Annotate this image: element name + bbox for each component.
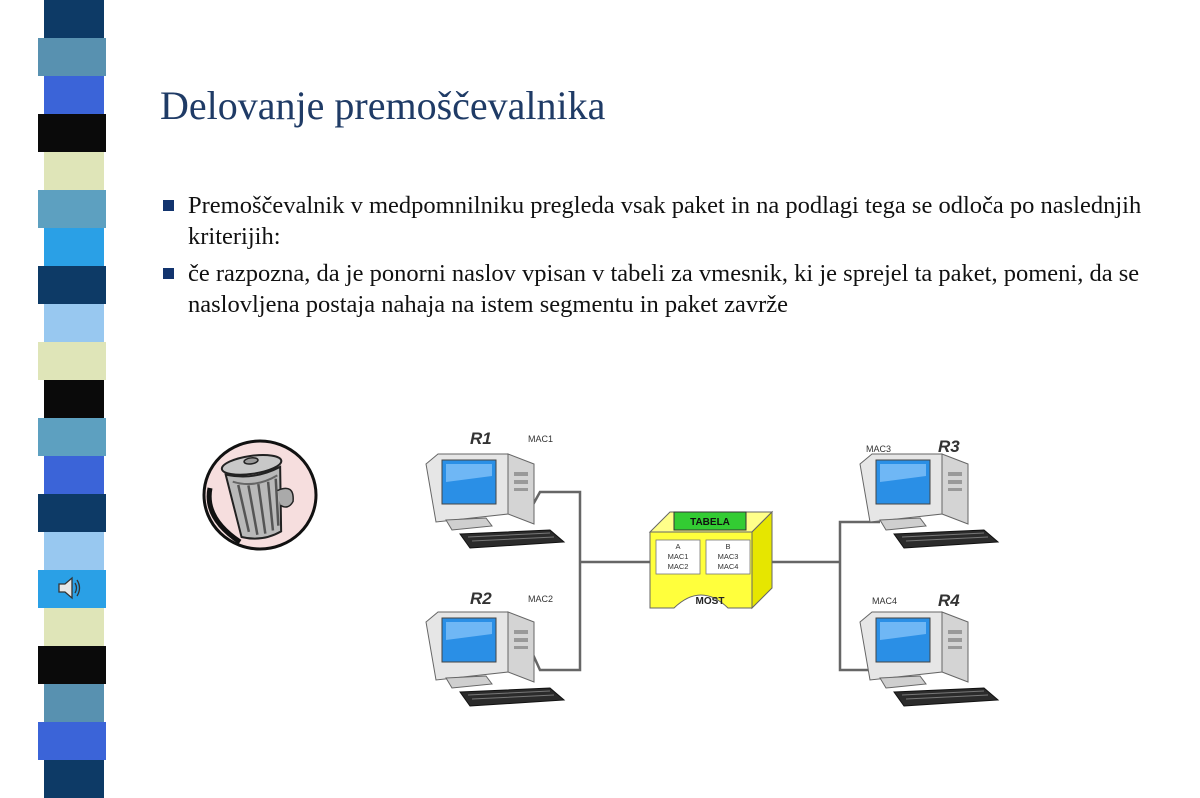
square-bullet-icon <box>163 268 174 279</box>
square-bullet-icon <box>163 200 174 211</box>
stripe-band <box>38 342 106 380</box>
port-a-mac-2: MAC2 <box>667 562 689 571</box>
bridge-label: MOST <box>695 596 725 607</box>
stripe-band <box>44 532 104 570</box>
table-label: TABELA <box>690 517 730 528</box>
computer-label-r2: R2 <box>470 589 492 608</box>
stripe-band <box>44 0 104 38</box>
stripe-band <box>44 304 104 342</box>
mac-label-r1: MAC1 <box>528 434 554 444</box>
computer-r2 <box>426 612 564 706</box>
bullet-item <box>160 258 1180 320</box>
stripe-band <box>44 152 104 190</box>
bridge-most <box>650 512 772 608</box>
stripe-band <box>38 418 106 456</box>
stripe-band <box>44 228 104 266</box>
stripe-band <box>38 38 106 76</box>
port-b-mac-1: MAC3 <box>717 552 739 561</box>
slide-title: Delovanje premoščevalnika <box>160 83 606 128</box>
port-b-label: B <box>725 542 731 551</box>
network-diagram <box>410 420 1010 710</box>
bullet-text: Premoščevalnik v medpomnilniku pregleda vsak paket in na podlagi tega se odloča po naslednjih kriterijih: <box>188 192 1142 250</box>
bullet-list <box>160 190 1180 326</box>
stripe-band <box>44 684 104 722</box>
bullet-item <box>160 190 1180 252</box>
computer-label-r1: R1 <box>470 429 492 448</box>
computer-label-r4: R4 <box>938 591 960 610</box>
mac-label-r3: MAC3 <box>866 444 892 454</box>
port-a-mac-1: MAC1 <box>667 552 689 561</box>
bullet-text: če razpozna, da je ponorni naslov vpisan v tabeli za vmesnik, ki je sprejel ta paket, pomeni, da se naslovljena postaja nahaja na istem segmentu in paket zavrže <box>188 260 1140 318</box>
speaker-icon[interactable] <box>56 575 84 601</box>
stripe-band <box>44 76 104 114</box>
stripe-band <box>38 114 106 152</box>
stripe-band <box>38 266 106 304</box>
mac-label-r4: MAC4 <box>872 596 898 606</box>
stripe-band <box>38 494 106 532</box>
stripe-band <box>44 456 104 494</box>
stripe-band <box>38 722 106 760</box>
stripe-band <box>44 608 104 646</box>
computer-r3 <box>860 454 998 548</box>
computer-r4 <box>860 612 998 706</box>
port-b-mac-2: MAC4 <box>717 562 739 571</box>
computer-r1 <box>426 454 564 548</box>
port-a-label: A <box>675 542 681 551</box>
stripe-band <box>38 646 106 684</box>
stripe-band <box>38 190 106 228</box>
stripe-band <box>44 380 104 418</box>
trash-can-icon <box>200 438 320 553</box>
stripe-band <box>44 760 104 798</box>
mac-label-r2: MAC2 <box>528 594 554 604</box>
computer-label-r3: R3 <box>938 437 960 456</box>
decorative-stripe <box>0 0 110 780</box>
